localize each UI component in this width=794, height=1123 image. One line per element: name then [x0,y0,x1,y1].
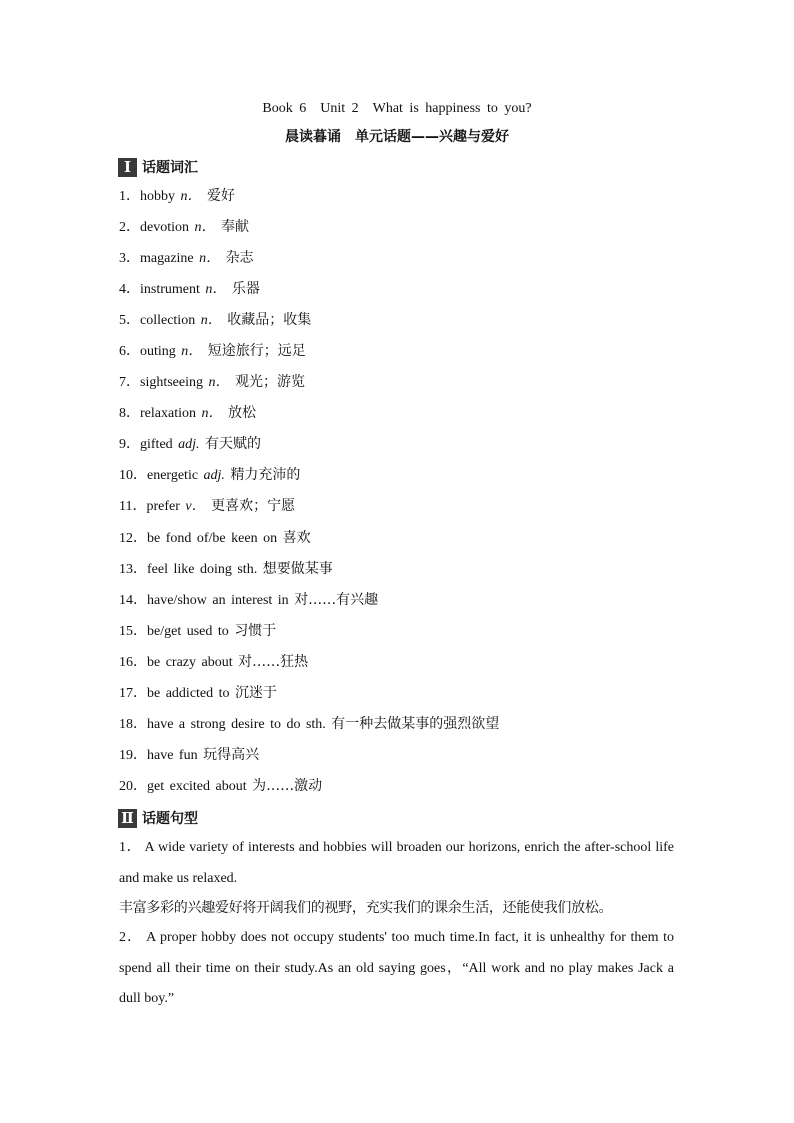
vocab-item [119,185,719,216]
section-heading-sentences [118,808,198,828]
vocab-chinese: 有天赋的 [205,436,262,453]
vocab-pos: n． [194,220,216,236]
vocab-english: be fond of/be keen on [147,530,278,546]
vocab-english: feel like doing sth. [147,561,258,577]
vocab-pos: n． [205,282,227,298]
section-label: 话题句型 [142,811,198,827]
vocab-english: magazine [140,251,194,267]
vocab-number: 11． [119,499,147,515]
vocab-english: relaxation [140,406,196,422]
vocab-english: get excited about [147,778,247,794]
vocab-english: be crazy about [147,654,233,670]
vocab-number: 13． [119,561,147,577]
vocab-english: be addicted to [147,685,230,701]
section-numeral-badge: Ⅰ [118,158,137,177]
vocab-number: 17． [119,685,147,701]
vocab-number: 15． [119,623,147,639]
vocab-item [119,464,719,495]
vocab-pos: n． [200,313,222,329]
vocab-pos: n． [181,344,203,360]
vocab-english: hobby [140,189,175,204]
vocab-number: 18． [119,716,147,732]
vocab-english: have fun [147,747,198,763]
vocab-chinese: 放松 [227,405,256,422]
page-title: Book 6 Unit 2 What is happiness to you? [262,101,532,116]
vocab-english: collection [140,313,196,329]
vocab-number: 1． [119,189,140,204]
section-label: 话题词汇 [142,160,198,176]
page-subtitle: 晨读暮诵 单元话题——兴趣与爱好 [285,129,509,145]
vocab-chinese: 观光；游览 [235,374,305,391]
vocab-chinese: 更喜欢；宁愿 [211,498,296,515]
section-numeral-badge: Ⅱ [118,809,137,828]
sentence-english: A wide variety of interests and hobbies will broaden our horizons, enrich the after-school life and make us relaxed. [119,840,674,886]
vocab-item [119,495,719,526]
vocab-english: instrument [140,282,200,298]
vocab-item [119,682,719,713]
vocab-number: 16． [119,654,147,670]
vocab-number: 10． [119,468,147,484]
sentence-number: 2． [119,930,143,945]
sentence-1-translation: 丰富多彩的兴趣爱好将开阔我们的视野，充实我们的课余生活，还能使我们放松。 [119,900,613,916]
vocab-chinese: 想要做某事 [262,560,333,577]
vocab-chinese: 习惯于 [234,622,277,639]
vocab-item [119,744,719,775]
vocab-pos: n． [180,189,202,204]
vocab-chinese: 喜欢 [282,529,311,546]
sentence-1 [119,833,674,894]
vocab-item [119,713,719,744]
vocab-pos: adj. [178,437,200,453]
vocab-chinese: 爱好 [207,188,235,204]
vocab-english: energetic [147,468,199,484]
vocab-number: 20． [119,778,147,794]
sentence-english: A proper hobby does not occupy students' too much time.In fact, it is unhealthy for them to spend all their time on their study.As an old saying goes，“All work and no play makes Jack a dull boy.” [119,930,675,1006]
vocab-item [119,371,719,402]
vocab-chinese: 短途旅行；远足 [207,343,306,360]
vocab-chinese: 为……激动 [252,777,323,794]
vocab-number: 9． [119,437,140,453]
vocab-item [119,558,719,589]
vocab-number: 4． [119,282,140,298]
vocab-number: 2． [119,220,140,236]
vocab-item [119,527,719,558]
vocab-english: have/show an interest in [147,592,289,608]
vocab-number: 5． [119,313,140,329]
vocab-item [119,309,719,340]
vocab-number: 19． [119,747,147,763]
vocab-item [119,216,719,247]
vocab-item [119,433,719,464]
vocab-item [119,402,719,433]
vocab-pos: n． [201,406,223,422]
vocab-pos: n． [208,375,230,391]
vocab-english: devotion [140,220,189,236]
vocab-english: sightseeing [140,375,203,391]
vocab-chinese: 杂志 [225,250,254,267]
vocabulary-list [119,185,719,806]
vocab-chinese: 乐器 [231,281,260,298]
vocab-english: prefer [146,499,180,515]
vocab-item [119,620,719,651]
vocab-chinese: 对……狂热 [238,653,309,670]
vocab-pos: n． [199,251,221,267]
vocab-chinese: 沉迷于 [235,684,278,701]
vocab-english: have a strong desire to do sth. [147,716,326,732]
section-heading-vocabulary [118,157,198,177]
vocab-chinese: 收藏品；收集 [227,312,312,329]
vocab-english: gifted [140,437,173,453]
vocab-item [119,340,719,371]
vocab-item [119,589,719,620]
vocab-english: outing [140,344,176,360]
vocab-item [119,247,719,278]
vocab-pos: adj. [203,468,225,484]
vocab-number: 12． [119,530,147,546]
vocab-number: 3． [119,251,140,267]
vocab-pos: v． [185,499,206,515]
vocab-item [119,278,719,309]
vocab-number: 8． [119,406,140,422]
vocab-chinese: 精力充沛的 [230,467,301,484]
sentence-2 [119,923,674,1015]
vocab-chinese: 玩得高兴 [203,746,260,763]
vocab-number: 6． [119,344,140,360]
vocab-chinese: 奉献 [221,219,249,236]
vocab-number: 7． [119,375,140,391]
vocab-item [119,775,719,806]
vocab-english: be/get used to [147,623,229,639]
vocab-chinese: 对……有兴趣 [294,591,379,608]
sentence-number: 1． [119,840,142,855]
vocab-item [119,651,719,682]
vocab-chinese: 有一种去做某事的强烈欲望 [331,715,500,732]
vocab-number: 14． [119,592,147,608]
